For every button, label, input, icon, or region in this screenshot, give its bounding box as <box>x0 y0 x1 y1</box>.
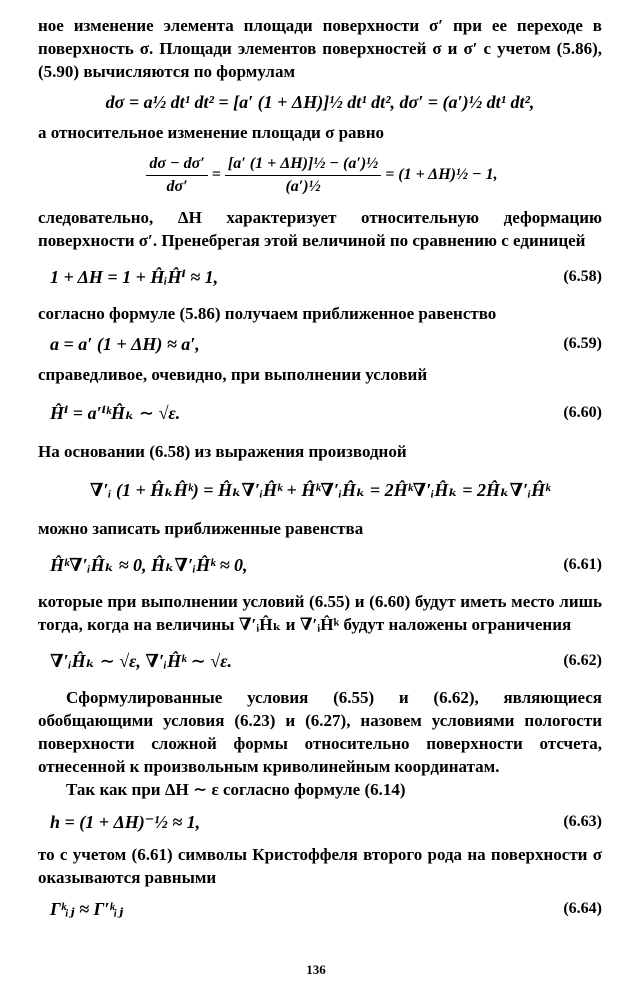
paragraph-4: согласно формуле (5.86) получаем приближенное равенство <box>38 304 497 323</box>
equation-6-62-number: (6.62) <box>563 652 602 669</box>
equation-6-63 <box>38 801 602 843</box>
paragraph-6: На основании (6.58) из выражения производной <box>38 442 407 461</box>
fraction-lhs-denominator: dσ′ <box>166 177 188 195</box>
equation-6-64-formula: Γᵏᵢⱼ ≈ Γ′ᵏᵢⱼ <box>50 898 124 919</box>
equation-6-64-number: (6.64) <box>563 900 602 917</box>
paragraph-3: следовательно, ΔH характеризует относительную деформацию поверхности σ′. Пренебрегая этой величиной по сравнению с единицей <box>38 208 602 250</box>
paragraph-9: Сформулированные условия (6.55) и (6.62), являющиеся обобщающими условия (6.23) и (6.27), назовем условиями пологости поверхности сложной формы относительно поверхности отсчета, отнесенной к произвольным криволинейным координатам. <box>38 688 602 776</box>
equation-6-61 <box>38 540 602 590</box>
paragraph-7: можно записать приближенные равенства <box>38 519 364 538</box>
equation-6-60 <box>38 386 602 440</box>
equation-6-58-formula: 1 + ΔH = 1 + ĤᵢĤⁱ ≈ 1, <box>50 266 219 287</box>
equation-6-62 <box>38 636 602 686</box>
fraction-lhs <box>146 155 207 196</box>
fraction-lhs-numerator: dσ − dσ′ <box>146 155 207 176</box>
equation-6-60-formula: Ĥⁱ = a′ⁱᵏĤₖ ∼ √ε. <box>50 402 181 423</box>
equation-derivative-formula: ∇′ᵢ (1 + ĤₖĤᵏ) = Ĥₖ∇′ᵢĤᵏ + Ĥᵏ∇′ᵢĤₖ = 2Ĥᵏ∇′ᵢĤₖ = 2Ĥₖ∇′ᵢĤᵏ <box>89 479 551 500</box>
equation-6-59 <box>38 325 602 363</box>
fraction-rhs <box>225 155 381 196</box>
equation-relative-rhs: = (1 + ΔH)½ − 1, <box>385 166 498 183</box>
equation-6-63-number: (6.63) <box>563 813 602 830</box>
paragraph-10: Так как при ΔH ∼ ε согласно формуле (6.14) <box>66 780 406 799</box>
equation-6-59-number: (6.59) <box>563 335 602 352</box>
equation-6-61-formula: Ĥᵏ∇′ᵢĤₖ ≈ 0, Ĥₖ∇′ᵢĤᵏ ≈ 0, <box>50 554 248 575</box>
paragraph-8: которые при выполнении условий (6.55) и (6.60) будут иметь место лишь тогда, когда на величины ∇′ᵢĤₖ и ∇′ᵢĤᵏ будут наложены ограничения <box>38 592 602 634</box>
equation-6-58 <box>38 252 602 302</box>
paragraph-11: то с учетом (6.61) символы Кристоффеля второго рода на поверхности σ оказываются равными <box>38 845 602 887</box>
equation-6-62-formula: ∇′ᵢĤₖ ∼ √ε, ∇′ᵢĤᵏ ∼ √ε. <box>50 650 232 671</box>
equation-area-text: dσ = a½ dt¹ dt² = [a′ (1 + ΔH)]½ dt¹ dt², dσ′ = (a′)½ dt¹ dt², <box>105 91 535 112</box>
equation-relative-change: $\frac{d\sigma - d\sigma'}{d\sigma'}$ = $\frac{\text{[a′ (1 + ΔH)]½ − (a′)½}}{\text{(a′)½}}$ = (1 + ΔH)½ − 1, <box>38 144 602 206</box>
equation-6-58-number: (6.58) <box>563 268 602 285</box>
equation-6-63-formula: h = (1 + ΔH)⁻½ ≈ 1, <box>50 811 201 832</box>
equation-6-61-number: (6.61) <box>563 556 602 573</box>
equation-derivative <box>38 463 602 517</box>
equation-area <box>38 83 602 121</box>
paragraph-1: ное изменение элемента площади поверхности σ′ при ее переходе в поверхность σ. Площади элементов поверхностей σ и σ′ с учетом (5.86), (5.90) вычисляются по формулам <box>38 16 602 81</box>
paragraph-2: а относительное изменение площади σ равно <box>38 123 385 142</box>
equation-6-59-formula: a = a′ (1 + ΔH) ≈ a′, <box>50 333 200 354</box>
fraction-rhs-numerator: [a′ (1 + ΔH)]½ − (a′)½ <box>225 155 381 176</box>
page-number: 136 <box>306 962 326 977</box>
equation-6-60-number: (6.60) <box>563 404 602 421</box>
paragraph-5: справедливое, очевидно, при выполнении условий <box>38 365 428 384</box>
equation-6-64 <box>38 889 602 929</box>
fraction-rhs-denominator: (a′)½ <box>285 177 321 195</box>
